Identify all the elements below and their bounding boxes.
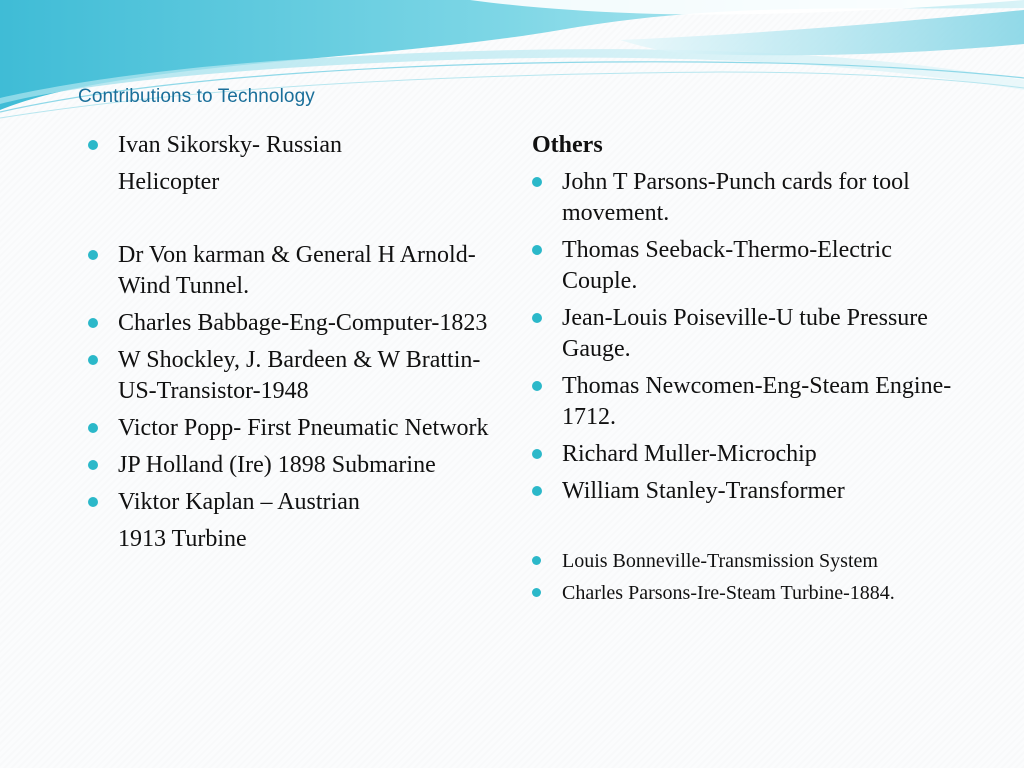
bullet-icon <box>532 177 542 187</box>
list-item-text: John T Parsons-Punch cards for tool movement. <box>562 169 910 226</box>
left-bullet-list <box>88 130 498 161</box>
list-item <box>532 303 952 365</box>
slide-title: Contributions to Technology <box>78 86 315 107</box>
others-heading: Others <box>532 132 603 158</box>
list-item <box>88 130 498 161</box>
list-item <box>88 345 498 407</box>
list-item <box>88 308 498 339</box>
list-item-text: Charles Parsons-Ire-Steam Turbine-1884. <box>562 582 895 604</box>
bullet-icon <box>532 486 542 496</box>
left-bullet-list-continued <box>88 240 498 518</box>
list-item <box>532 547 952 575</box>
right-column <box>532 130 952 607</box>
list-item-text: Richard Muller-Microchip <box>562 441 817 467</box>
list-item <box>88 487 498 518</box>
bullet-icon <box>532 313 542 323</box>
list-item-text: William Stanley-Transformer <box>562 478 845 504</box>
bullet-icon <box>88 140 98 150</box>
list-item-text: Charles Babbage-Eng-Computer-1823 <box>118 310 488 336</box>
bullet-icon <box>88 460 98 470</box>
list-item <box>532 439 952 470</box>
bullet-icon <box>532 245 542 255</box>
list-item <box>532 579 952 607</box>
bullet-icon <box>532 556 541 565</box>
bullet-icon <box>88 250 98 260</box>
list-item <box>88 413 498 444</box>
wave-header-decoration <box>0 0 1024 130</box>
list-item-continuation: Helicopter <box>118 169 220 195</box>
bullet-icon <box>88 497 98 507</box>
left-column <box>88 130 498 555</box>
bullet-icon <box>88 423 98 433</box>
list-item-text: Viktor Kaplan – Austrian <box>118 489 360 515</box>
list-item <box>532 476 952 507</box>
list-item-text: Thomas Seeback-Thermo-Electric Couple. <box>562 237 892 294</box>
list-item <box>88 240 498 302</box>
right-bullet-list <box>532 167 952 607</box>
list-item-continuation: 1913 Turbine <box>118 526 247 552</box>
bullet-icon <box>88 355 98 365</box>
list-item <box>532 235 952 297</box>
list-item-text: Louis Bonneville-Transmission System <box>562 550 878 572</box>
list-item-text: W Shockley, J. Bardeen & W Brattin-US-Transistor-1948 <box>118 347 481 404</box>
list-item <box>532 371 952 433</box>
bullet-icon <box>532 588 541 597</box>
bullet-icon <box>88 318 98 328</box>
bullet-icon <box>532 449 542 459</box>
list-item <box>88 450 498 481</box>
bullet-icon <box>532 381 542 391</box>
list-item-text: Ivan Sikorsky- Russian <box>118 132 342 158</box>
list-item-text: JP Holland (Ire) 1898 Submarine <box>118 452 436 478</box>
list-item-text: Victor Popp- First Pneumatic Network <box>118 415 489 441</box>
list-item-text: Dr Von karman & General H Arnold-Wind Tunnel. <box>118 242 476 299</box>
list-item-text: Jean-Louis Poiseville-U tube Pressure Gauge. <box>562 305 928 362</box>
list-item <box>532 167 952 229</box>
list-item-text: Thomas Newcomen-Eng-Steam Engine-1712. <box>562 373 952 430</box>
